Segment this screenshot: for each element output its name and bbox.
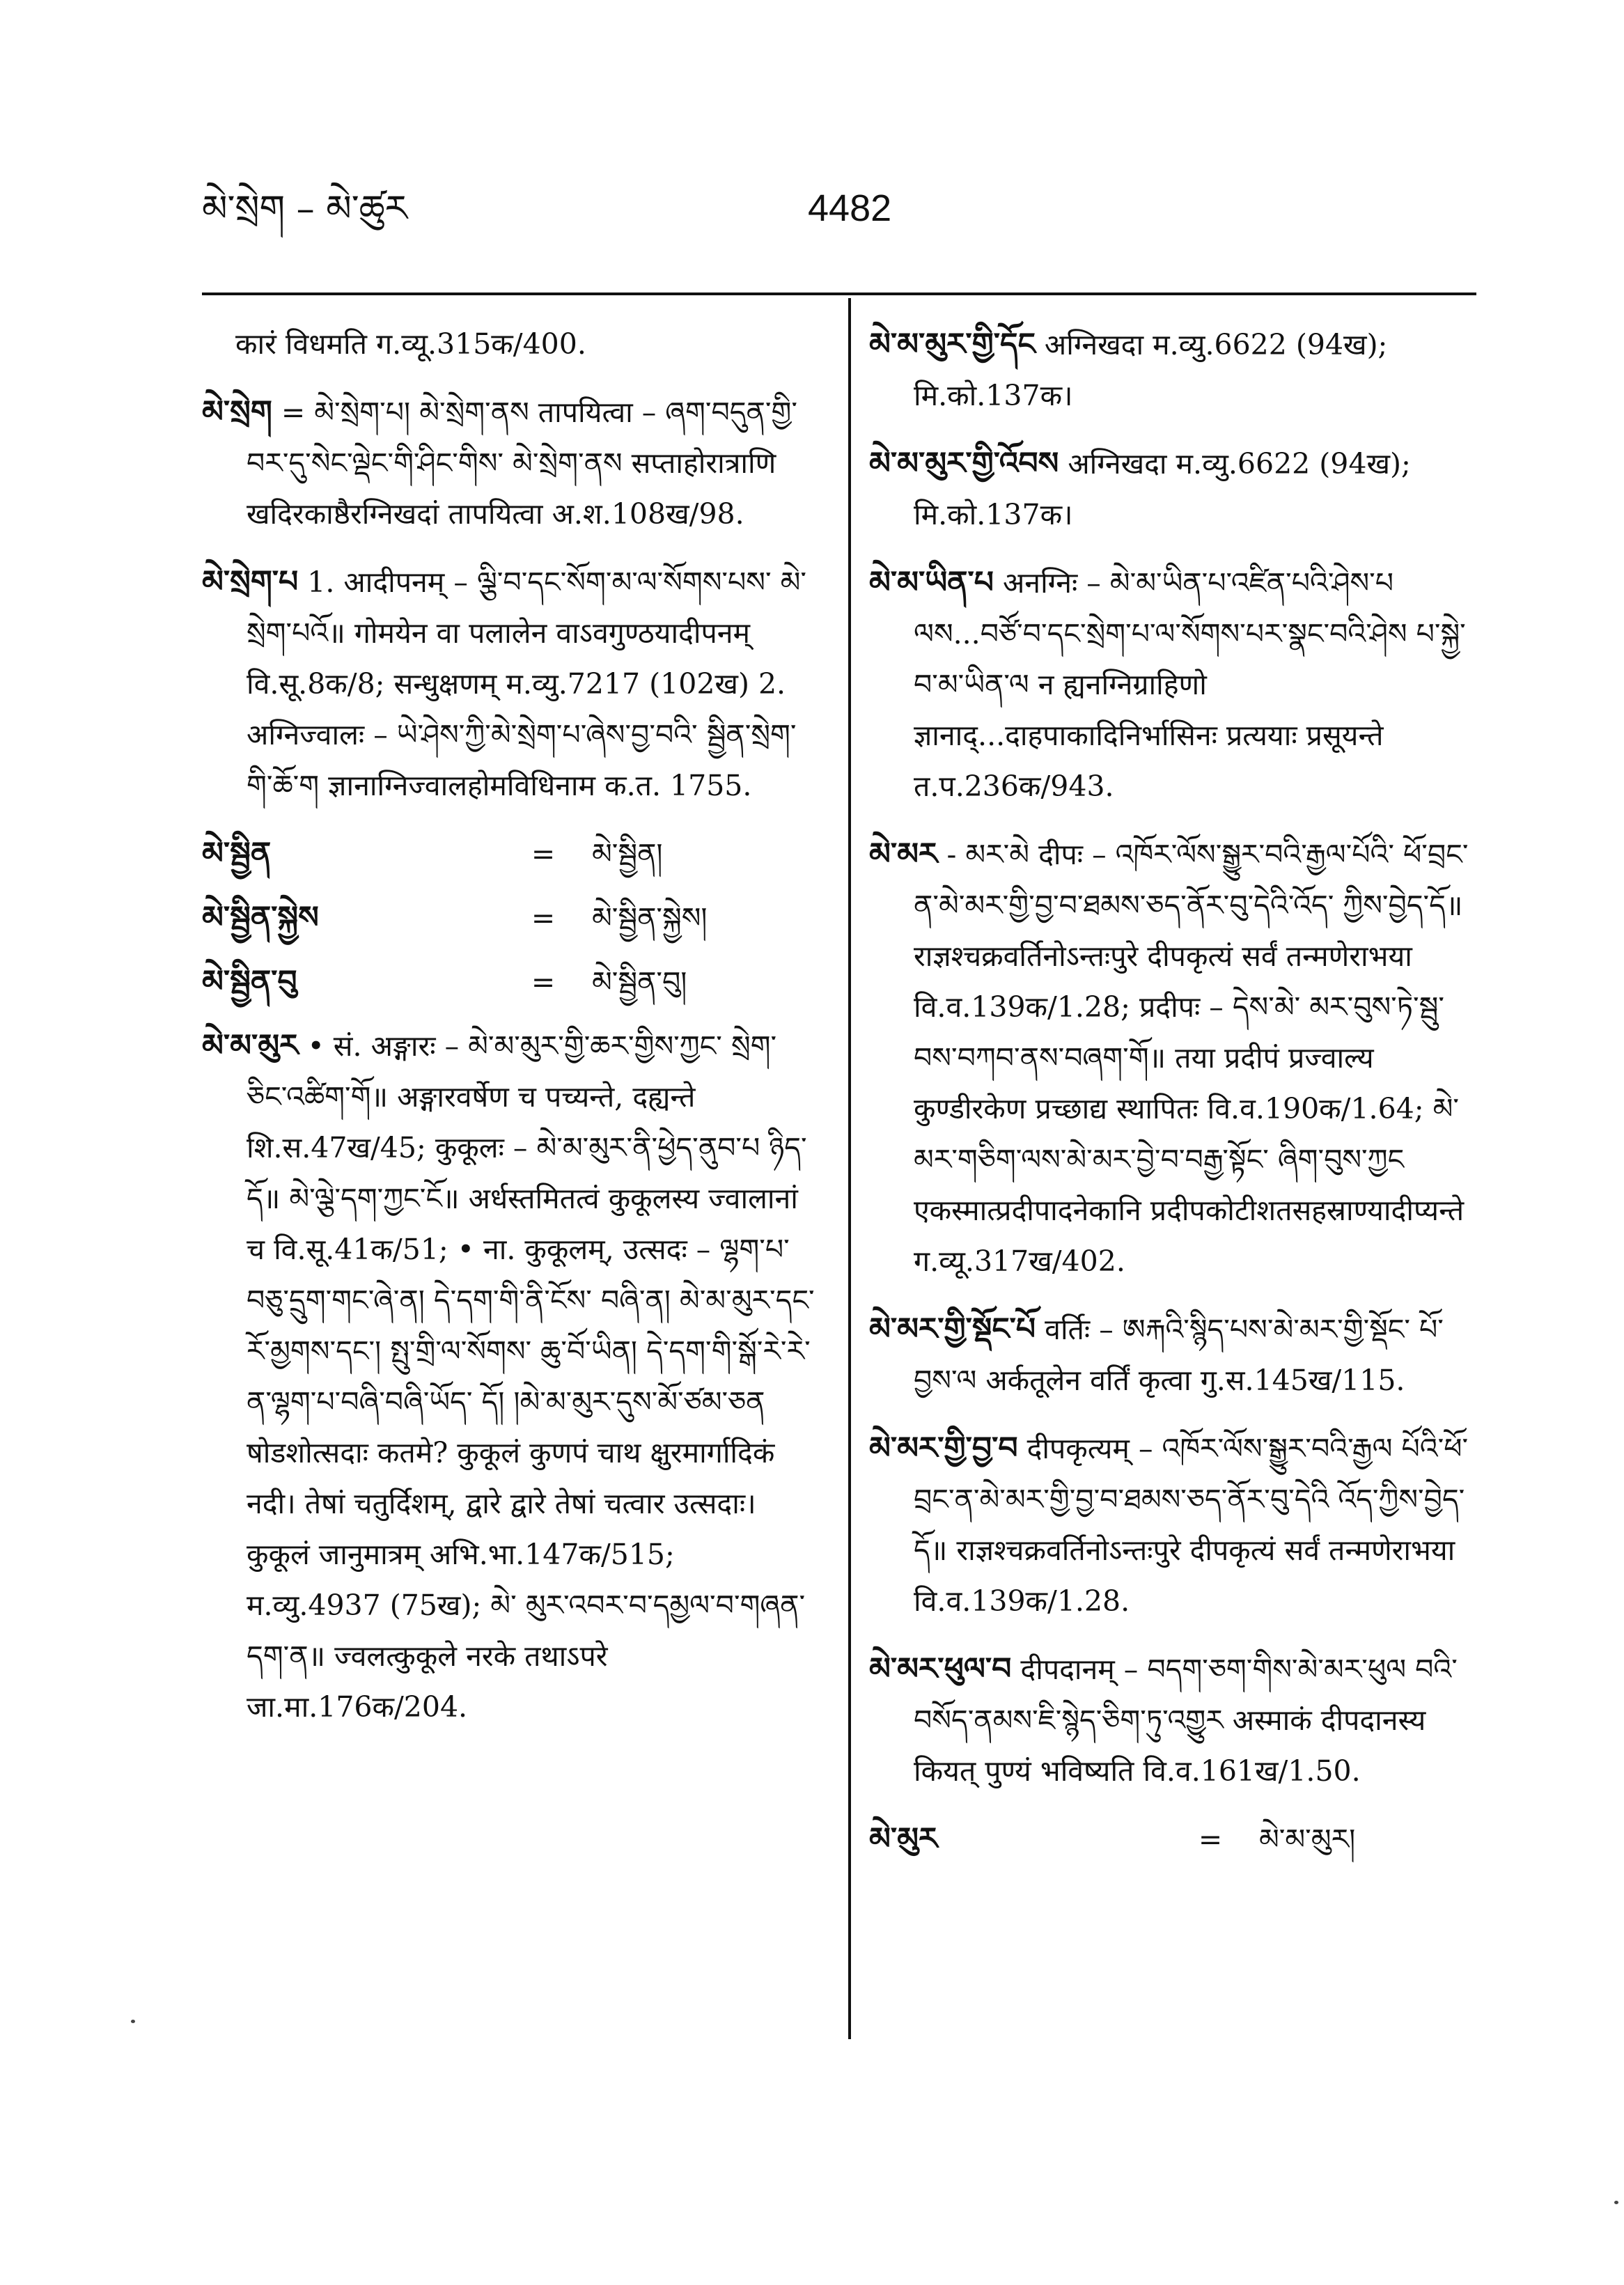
dictionary-entry [202, 556, 815, 811]
dictionary-entry [869, 1644, 1482, 1797]
headword: མེ་མ་མུར་གྱི་དོང [869, 327, 1036, 362]
headword: མེ་སྲེག [202, 394, 272, 430]
headword: མེ་མ་ཡིན་པ [869, 565, 994, 600]
dictionary-entry [869, 319, 1482, 421]
equals-sign: = [531, 901, 556, 935]
entry-body: कारं विधमति ग.व्यू.315क/400. [235, 327, 586, 361]
headword: མེ་མར་གྱི་སྡོང་པོ [869, 1311, 1036, 1347]
headword: མེ་མར་གྱི་བྱ་བ [869, 1430, 1018, 1466]
headword: མེ་མར [869, 836, 938, 872]
cross-reference [202, 828, 815, 880]
headword: མེ་མ་མུར [202, 1028, 299, 1063]
entry-body: - མར་མེ दीपः – འཁོར་ལོས་སྒྱུར་བའི་རྒྱལ་པོའི་ ཕོ་བྲང་ན་མེ་མར་གྱི་བྱ་བ་ཐམས་ཅད་ནོར་བུ་དེའི་འོད་ ཀྱིས་བྱེད་དོ॥ राज्ञश्चक्रवर्तिनोऽन्तःपुरे दीपकृत्यं सर्वं तन्मणेराभया वि.व.139क/1.28; प्रदीपः – དེས་མེ་ མར་བུས་ཏེ་སྦུ་བས་བཀབ་ནས་བཞག་གོ॥ तया प्रदीपं प्रज्वाल्य कुण्डीरकेण प्रच्छाद्य स्थापितः वि.व.190क/1.64; མེ་མར་གཅིག་ལས་མེ་མར་བྱེ་བ་བརྒྱ་སྟོང་ ཞིག་བུས་ཀྱང एकस्मात्प्रदीपादनेकानि प्रदीपकोटीशतसहस्राण्यादीप्यन्ते ग.व्यू.317ख/402. [914, 838, 1469, 1278]
header-rule [202, 293, 1476, 295]
headword: མེ་མ་མུར་གྱི་འོབས [869, 446, 1059, 481]
left-column [202, 319, 815, 2130]
headword: མེ་སྲེག་པ [202, 564, 299, 600]
entry-body: दीपकृत्यम् – འཁོར་ལོས་སྒྱུར་བའི་རྒྱལ པོའི་ཕོ་བྲང་ན་མེ་མར་གྱི་བྱ་བ་ཐམས་ཅད་ནོར་བུ་དེའི འོད་ཀྱིས་བྱེད་དོ॥ राज्ञश्चक्रवर्तिनोऽन्तःपुरे दीपकृत्यं सर्वं तन्मणेराभया वि.व.139क/1.28. [914, 1432, 1469, 1618]
headword: མེ་མར་ཕུལ་བ [869, 1651, 1012, 1687]
cross-reference-target: མེ་མ་མུར། [1259, 1823, 1356, 1856]
dictionary-entry [202, 1020, 815, 1733]
scan-speck [131, 2020, 135, 2023]
equals-sign: = [531, 837, 556, 871]
dictionary-entry [869, 1423, 1482, 1627]
headword: མེ་མུར [869, 1821, 938, 1857]
entry-body: = མེ་སྲེག་པ། མེ་སྲེག་ནས तापयित्वा – ཞག་བདུན་གྱི་བར་དུ་སེང་ལྡེང་གི་ཤིང་གིས་ མེ་སྲེག་ནས सप्ताहोरात्राणि खदिरकाष्ठैरग्निखदां तापयित्वा अ.श.108ख/98. [247, 396, 797, 531]
cross-reference [869, 1814, 1482, 1865]
cross-reference-target: མེ་སྦྱིན། [592, 837, 663, 871]
entry-body: अनग्निः – མེ་མ་ཡིན་པ་འཛིན་པའི་ཤེས་པ ལས...བཙོ་བ་དང་སྲེག་པ་ལ་སོགས་པར་སྣང་བའི་ཤེས པ་སྐྱེ་བ་མ་ཡིན་ལ न ह्यनग्निग्राहिणो ज्ञानाद्...दाहपाकादिनिर्भासिनः प्रत्ययाः प्रसूयन्ते त.प.236क/943. [914, 566, 1466, 803]
dictionary-entry [869, 829, 1482, 1287]
equals-sign: = [531, 965, 556, 999]
cross-reference [202, 892, 815, 944]
headword: མེ་སྦྱིན་བུ [202, 964, 297, 999]
running-head: མེ་སྲེག – མེ་ཚུར [202, 188, 408, 230]
entry-body: अग्निखदा म.व्यु.6622 (94ख); मि.को.137क। [914, 328, 1388, 412]
dictionary-entry [202, 387, 815, 540]
cross-reference [202, 956, 815, 1008]
page-number: 4482 [808, 187, 892, 229]
dictionary-entry [869, 438, 1482, 540]
equals-sign: = [1198, 1823, 1223, 1856]
right-column [869, 319, 1482, 2130]
dictionary-entry [869, 1304, 1482, 1406]
scan-speck [1614, 2201, 1618, 2204]
dictionary-entry [869, 557, 1482, 812]
entry-body: दीपदानम् – བདག་ཅག་གིས་མེ་མར་ཕུལ བའི་བསོད་ནམས་ཇི་སྙེད་ཅིག་ཏུ་འགྱུར अस्माकं दीपदानस्य कियत् पुण्यं भविष्यति वि.व.161ख/1.50. [914, 1653, 1458, 1788]
page-header [0, 0, 1624, 293]
entry-body: अग्निखदा म.व्यु.6622 (94ख); मि.को.137क। [914, 447, 1411, 531]
entry-body: 1. आदीपनम् – ལྕི་བ་དང་སོག་མ་ལ་སོགས་པས་ མེ་སྲེག་པའོ॥ गोमयेन वा पलालेन वाऽवगुण्ठयादीपनम् वि.सू.8क/8; सन्धुक्षणम् म.व्यु.7217 (102ख) 2. अग्निज्वालः – ཡེ་ཤེས་ཀྱི་མེ་སྲེག་པ་ཞེས་བྱ་བའི་ སྦྱིན་སྲེག་གི་ཆོ་ག ज्ञानाग्निज्वालहोमविधिनाम क.त. 1755. [247, 566, 806, 802]
column-divider [848, 298, 851, 2039]
headword: མེ་སྦྱིན་སྐྱེས [202, 900, 319, 935]
entry-continuation [202, 319, 815, 370]
headword: མེ་སྦྱིན [202, 836, 272, 871]
cross-reference-target: མེ་སྦྱིན་བུ། [592, 965, 687, 999]
cross-reference-target: མེ་སྦྱིན་སྐྱེས། [592, 901, 708, 935]
entry-body: • सं. अङ्गारः – མེ་མ་མུར་གྱི་ཆར་གྱིས་ཀྱང་ སྲེག་ཅིང་འཚིག་གོ॥ अङ्गारवर्षेण च पच्यन्ते, दह्यन्ते शि.स.47ख/45; कुकूलः – མེ་མ་མུར་ནི་ཕྱེད་ནུབ་པ ཉིད་དོ॥ མེ་ལྕེ་དག་ཀྱང་ངོ॥ अर्धस्तमितत्वं कुकूलस्य ज्वालानां च वि.सू.41क/51; • ना. कुकूलम्, उत्सदः – ལྷག་པ་བཅུ་དྲུག་གང་ཞེ་ན། དེ་དག་གི་ནི་ངོས་ བཞི་ན། མེ་མ་མུར་དང་རོ་མྱགས་དང་། སྤུ་གྲི་ལ་སོགས་ ཆུ་བོ་ཡིན། དེ་དག་གི་སྒོ་རེ་རེ་ན་ལྷག་པ་བཞི་བཞི་ཡོད་ དོ། །མེ་མ་མུར་དུས་མོ་ཙམ་ཅན षोडशोत्सदाः कतमे? कुकूलं कुणपं चाथ क्षुरमार्गादिकं नदी। तेषां चतुर्दिशम्, द्वारे द्वारे तेषां चत्वार उत्सदाः। कुकूलं जानुमात्रम् अभि.भा.147क/515; म.व्यु.4937 (75ख); མེ་ མུར་འབར་བ་དམྱལ་བ་གཞན་དག་ན॥ ज्वलत्कुकूले नरके तथाऽपरे जा.मा.176क/204. [247, 1029, 815, 1724]
entry-body: वर्तिः – ཨརྐའི་སྙིད་པས་མེ་མར་གྱི་སྡོང་ པོ་བྱས་ལ अर्कतूलेन वर्तिं कृत्वा गु.स.145ख/115. [914, 1313, 1444, 1397]
